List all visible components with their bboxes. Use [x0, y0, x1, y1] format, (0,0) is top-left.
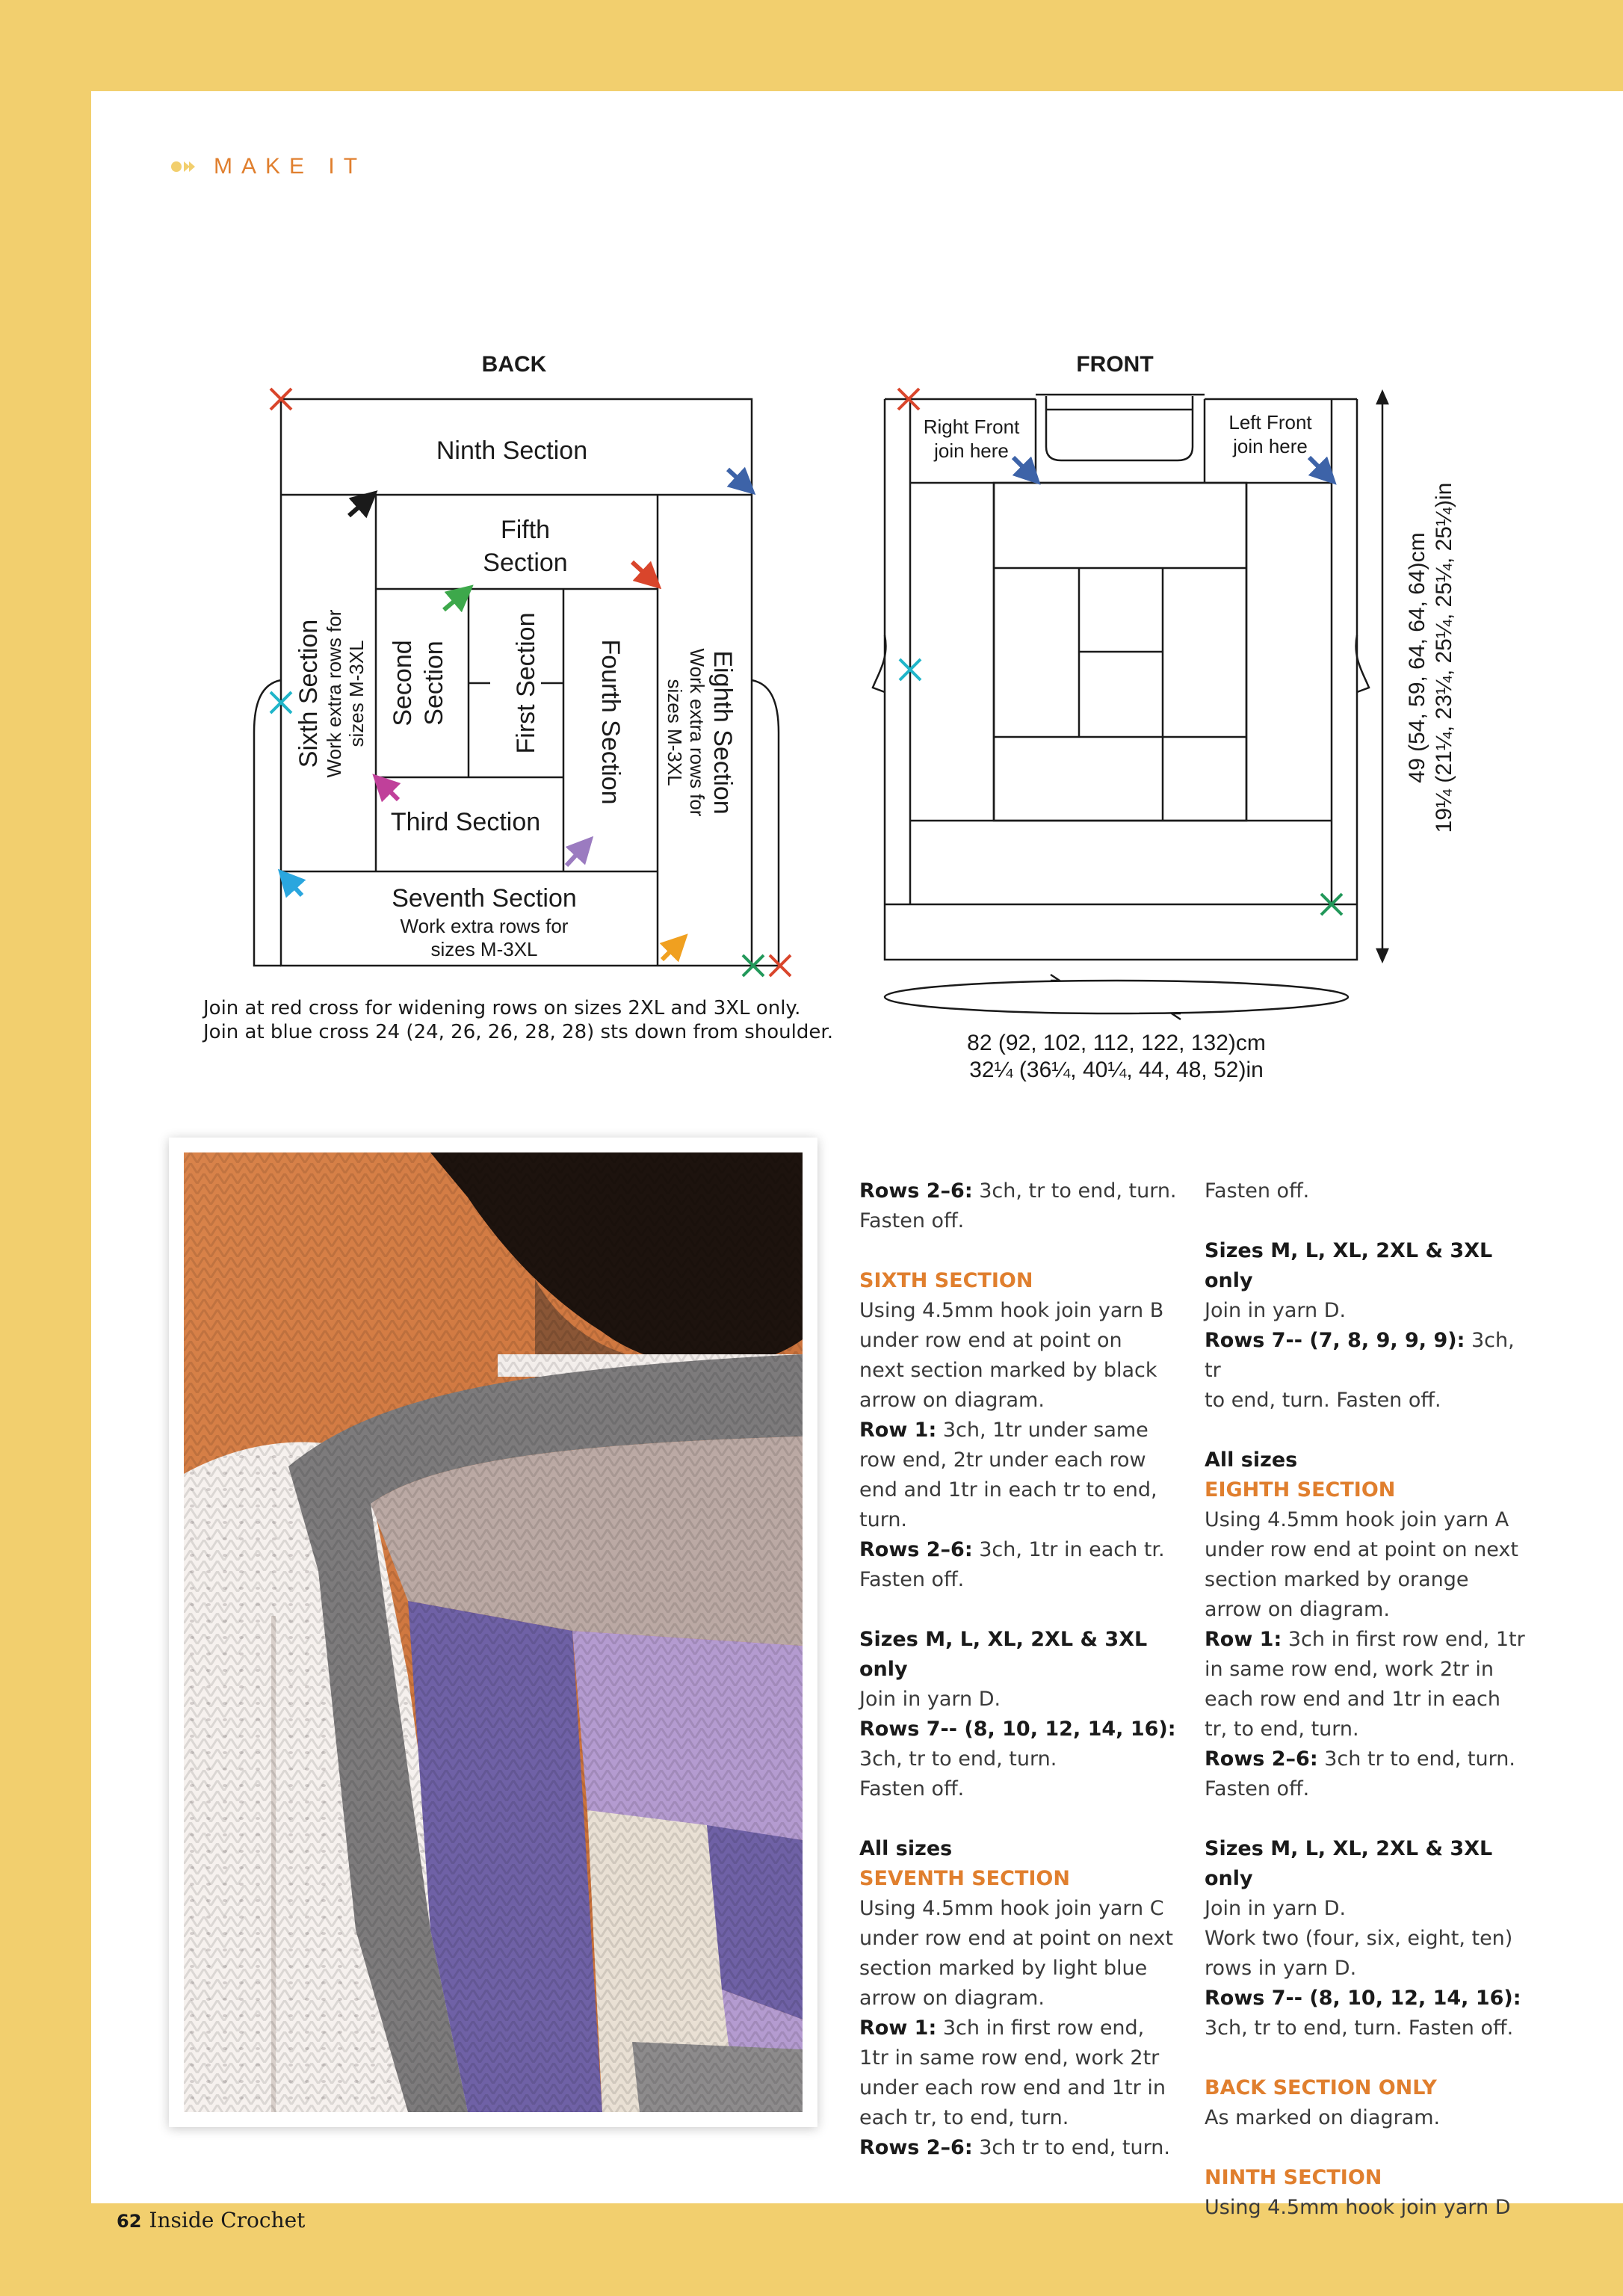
sizes-heading: Sizes M, L, XL, 2XL & 3XL only [859, 1628, 1148, 1681]
second-section-label-2: Section [420, 641, 448, 726]
text-line: end and 1tr in each tr to end, [859, 1478, 1157, 1502]
text-line: 3ch, 1tr in each tr. [972, 1538, 1165, 1561]
lightblue-arrow-icon [287, 879, 302, 895]
text-line: arrow on diagram. [1205, 1598, 1390, 1621]
width-loop [885, 981, 1348, 1013]
text-line: Using 4.5mm hook join yarn D [1205, 2196, 1511, 2219]
right-front-blue-arrow-icon [1013, 457, 1031, 475]
row-1-bold: Row 1: [859, 1419, 937, 1442]
fifth-section-label-1: Fifth [500, 516, 551, 544]
text-line: As marked on diagram. [1205, 2106, 1441, 2129]
text-line: next section marked by black [859, 1359, 1157, 1382]
first-section-label: First Section [512, 612, 540, 754]
sizes-heading: Sizes M, L, XL, 2XL & 3XL only [1205, 1837, 1493, 1890]
rows-2-6-bold: Rows 2–6: [859, 2136, 973, 2159]
fasten-off-text: Fasten off. [859, 1209, 965, 1232]
back-section-only-heading: BACK SECTION ONLY [1205, 2076, 1437, 2099]
orange-arrow-icon [662, 943, 678, 960]
fasten-off-text: Fasten off. [1205, 1179, 1310, 1203]
right-front-label-1: Right Front [923, 416, 1020, 438]
magazine-name: Inside Crochet [149, 2208, 306, 2232]
text-line: 3ch in first row end, [936, 2016, 1145, 2040]
text-line: Join in yarn D. [1205, 1897, 1347, 1920]
text-line: 3ch tr to end, turn. [972, 2136, 1170, 2159]
text-line: each tr, to end, turn. [859, 2106, 1069, 2129]
text-line: in same row end, work 2tr in [1205, 1658, 1494, 1681]
red-arrow-icon [632, 562, 652, 580]
text-line: 3ch, tr to end, turn. [859, 1747, 1057, 1771]
text-line: section marked by light blue [859, 1957, 1148, 1980]
black-arrow-icon [349, 499, 368, 516]
text-line: Using 4.5mm hook join yarn C [859, 1897, 1164, 1920]
rows-2-6-bold: Rows 2–6: [1205, 1747, 1318, 1771]
rows-2-6-bold: Rows 2–6: [859, 1538, 973, 1561]
text-line: Join in yarn D. [859, 1688, 1001, 1711]
third-section-label: Third Section [390, 808, 541, 836]
fourth-section-label: Fourth Section [596, 639, 625, 805]
seventh-note-2: sizes M-3XL [430, 938, 538, 960]
rows-2-6-bold: Rows 2–6: [859, 1179, 973, 1203]
text-line: under row end at point on next [1205, 1538, 1518, 1561]
row-1-bold: Row 1: [1205, 1628, 1282, 1651]
row-1-bold: Row 1: [859, 2016, 937, 2040]
diagram-note-1: Join at red cross for widening rows on sizes 2XL and 3XL only. [203, 997, 801, 1019]
neck-opening [1046, 396, 1193, 460]
left-front-label-1: Left Front [1228, 411, 1312, 433]
text-line: arrow on diagram. [859, 1987, 1045, 2010]
back-title: BACK [481, 352, 547, 377]
height-arrow [1377, 392, 1388, 961]
height-in-label: 19¼ (21¼, 23¼, 25¼, 25¼, 25¼)in [1432, 482, 1456, 833]
magenta-arrow-icon [382, 783, 398, 800]
page-footer [117, 2208, 305, 2232]
second-section-label-1: Second [389, 640, 417, 726]
rows-7-bold: Rows 7-- (8, 10, 12, 14, 16): [859, 1718, 1176, 1741]
blue-arrow-icon [728, 469, 746, 486]
text-line: each row end and 1tr in each [1205, 1688, 1500, 1711]
text-line: row end, 2tr under each row [859, 1448, 1146, 1472]
text-line: section marked by orange [1205, 1568, 1469, 1591]
width-in-label: 32¼ (36¼, 40¼, 44, 48, 52)in [969, 1058, 1264, 1082]
text-line: 3ch in first row end, 1tr [1282, 1628, 1525, 1651]
all-sizes-heading: All sizes [859, 1837, 953, 1860]
right-front-label-2: join here [934, 439, 1009, 462]
text-line: Using 4.5mm hook join yarn B [859, 1299, 1164, 1322]
seventh-section-heading: SEVENTH SECTION [859, 1867, 1070, 1890]
text-line: 3ch, 1tr under same [936, 1419, 1149, 1442]
text-line: Fasten off. [859, 1568, 965, 1591]
all-sizes-heading: All sizes [1205, 1448, 1298, 1472]
eighth-section-label: Eighth Section [708, 650, 737, 815]
text-line: 3ch, tr [1205, 1329, 1515, 1382]
eighth-section-heading: EIGHTH SECTION [1205, 1478, 1396, 1502]
text-line: 1tr in same row end, work 2tr [859, 2046, 1160, 2070]
seventh-section-label: Seventh Section [392, 884, 577, 913]
vest-photo [184, 1152, 803, 2112]
left-front-blue-arrow-icon [1309, 457, 1327, 475]
text-line: rows in yarn D. [1205, 1957, 1357, 1980]
seventh-note-1: Work extra rows for [400, 915, 569, 937]
sixth-section-heading: SIXTH SECTION [859, 1269, 1033, 1292]
instructions-column-1 [859, 1176, 1188, 2163]
page-number: 62 [117, 2211, 142, 2232]
rows-7-bold: Rows 7-- (7, 8, 9, 9, 9): [1205, 1329, 1465, 1352]
front-title: FRONT [1076, 352, 1154, 377]
ninth-section-label: Ninth Section [436, 436, 588, 465]
sizes-heading: Sizes M, L, XL, 2XL & 3XL only [1205, 1239, 1493, 1292]
eighth-note-2: sizes M-3XL [664, 679, 686, 786]
text-line: Fasten off. [1205, 1777, 1310, 1800]
rows-7-bold: Rows 7-- (8, 10, 12, 14, 16): [1205, 1987, 1521, 2010]
text-line: 3ch tr to end, turn. [1317, 1747, 1515, 1771]
left-front-label-2: join here [1233, 435, 1308, 457]
ninth-section-heading: NINTH SECTION [1205, 2166, 1382, 2189]
eighth-note-1: Work extra rows for [686, 648, 708, 817]
text-line: 3ch, tr to end, turn. Fasten off. [1205, 2016, 1514, 2040]
text-line: Join in yarn D. [1205, 1299, 1347, 1322]
text-line: under row end at point on next [859, 1927, 1173, 1950]
width-dimensions [930, 1030, 1303, 1084]
fifth-section-label-2: Section [483, 549, 568, 577]
sixth-section-label: Sixth Section [294, 619, 323, 768]
photo-frame [169, 1138, 817, 2127]
height-cm-label: 49 (54, 59, 64, 64, 64)cm [1405, 532, 1429, 783]
green-arrow-icon [444, 593, 463, 610]
text-line: turn. [859, 1508, 908, 1531]
purple-arrow-icon [566, 846, 584, 865]
schematic-diagram [0, 0, 1623, 1106]
make-it-label: MAKE IT [214, 154, 367, 179]
diagram-note-2: Join at blue cross 24 (24, 26, 26, 28, 28) sts down from shoulder. [203, 1021, 833, 1043]
text-line: under each row end and 1tr in [859, 2076, 1166, 2099]
text-line: Using 4.5mm hook join yarn A [1205, 1508, 1509, 1531]
instructions-column-2 [1205, 1176, 1533, 2223]
rows-2-6-text: 3ch, tr to end, turn. [972, 1179, 1177, 1203]
text-line: tr, to end, turn. [1205, 1718, 1359, 1741]
text-line: under row end at point on [859, 1329, 1122, 1352]
width-cm-label: 82 (92, 102, 112, 122, 132)cm [967, 1031, 1266, 1055]
sixth-note-1: Work extra rows for [323, 609, 345, 778]
text-line: Work two (four, six, eight, ten) [1205, 1927, 1513, 1950]
sixth-note-2: sizes M-3XL [345, 640, 368, 747]
text-line: arrow on diagram. [859, 1389, 1045, 1412]
text-line: Fasten off. [859, 1777, 965, 1800]
text-line: to end, turn. Fasten off. [1205, 1389, 1441, 1412]
